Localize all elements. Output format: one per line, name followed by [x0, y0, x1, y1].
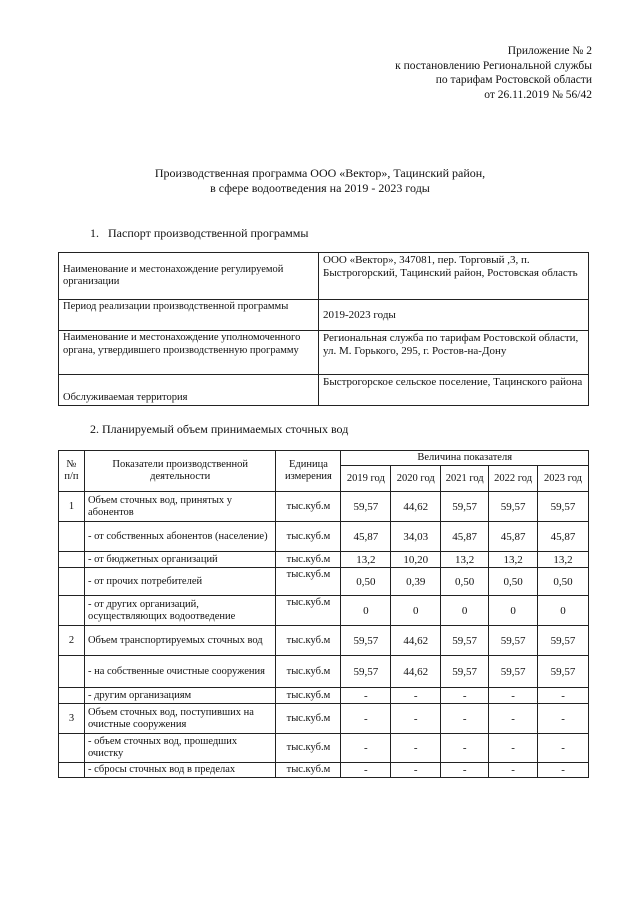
row-unit: тыс.куб.м [276, 568, 341, 596]
row-value: 45,87 [489, 522, 538, 552]
row-value: 44,62 [391, 626, 441, 656]
table-row [59, 704, 589, 734]
row-unit: тыс.куб.м [276, 522, 341, 552]
row-unit: тыс.куб.м [276, 734, 341, 763]
row-value: 0,50 [538, 568, 589, 596]
row-value: 0,50 [489, 568, 538, 596]
row-value: - [391, 704, 441, 734]
row-indicator: - объем сточных вод, прошедших очистку [84, 734, 276, 763]
row-value: 0 [441, 596, 489, 626]
row-value: - [538, 734, 589, 763]
row-unit: тыс.куб.м [276, 552, 341, 568]
row-value: - [441, 704, 489, 734]
table-row [59, 300, 589, 331]
row-value: 59,57 [341, 492, 391, 522]
table-row [59, 656, 589, 688]
row-indicator: - от других организаций, осуществляющих водоотведение [84, 596, 276, 626]
table-row [59, 688, 589, 704]
table-row [59, 596, 589, 626]
row-value: 44,62 [391, 656, 441, 688]
passport-label: Наименование и местонахождение регулируемой организации [59, 253, 319, 300]
row-unit: тыс.куб.м [276, 656, 341, 688]
row-value: 45,87 [441, 522, 489, 552]
row-value: - [341, 734, 391, 763]
row-value: 0 [341, 596, 391, 626]
row-num [59, 688, 85, 704]
table-header-row [59, 451, 589, 466]
passport-label: Наименование и местонахождение уполномоченного органа, утвердившего производственную программу [59, 331, 319, 375]
header-indicator: Показатели производственной деятельности [84, 451, 276, 492]
section-number: 1. [90, 226, 99, 240]
table-row [59, 734, 589, 763]
row-indicator: - от бюджетных организаций [84, 552, 276, 568]
row-num [59, 568, 85, 596]
header-year: 2020 год [391, 466, 441, 492]
passport-value: Быстрогорское сельское поселение, Тацинского района [319, 375, 589, 406]
row-indicator: - от собственных абонентов (население) [84, 522, 276, 552]
row-value: 34,03 [391, 522, 441, 552]
row-unit: тыс.куб.м [276, 704, 341, 734]
row-num: 1 [59, 492, 85, 522]
table-row [59, 375, 589, 406]
row-num: 3 [59, 704, 85, 734]
row-unit: тыс.куб.м [276, 626, 341, 656]
row-value: - [538, 688, 589, 704]
row-unit: тыс.куб.м [276, 492, 341, 522]
row-num [59, 734, 85, 763]
row-value: - [538, 704, 589, 734]
passport-value: Региональная служба по тарифам Ростовской области, ул. М. Горького, 295, г. Ростов-на-Дону [319, 331, 589, 375]
volume-table [58, 450, 589, 778]
row-value: - [341, 688, 391, 704]
row-num: 2 [59, 626, 85, 656]
row-value: 59,57 [441, 656, 489, 688]
passport-table [58, 252, 589, 406]
title-line: в сфере водоотведения на 2019 - 2023 годы [210, 181, 430, 195]
section-1-heading [90, 226, 308, 241]
passport-value: 2019-2023 годы [319, 300, 589, 331]
row-value: - [391, 688, 441, 704]
appendix-line: к постановлению Региональной службы [395, 59, 592, 72]
row-value: - [391, 763, 441, 778]
row-num [59, 552, 85, 568]
row-value: 59,57 [538, 492, 589, 522]
table-row [59, 331, 589, 375]
row-value: 59,57 [538, 626, 589, 656]
row-value: 44,62 [391, 492, 441, 522]
header-year: 2019 год [341, 466, 391, 492]
passport-label: Обслуживаемая территория [59, 375, 319, 406]
table-row [59, 552, 589, 568]
row-value: - [538, 763, 589, 778]
row-value: 59,57 [538, 656, 589, 688]
row-value: 13,2 [341, 552, 391, 568]
row-value: 45,87 [341, 522, 391, 552]
row-num [59, 656, 85, 688]
row-value: - [441, 688, 489, 704]
row-indicator: Объем сточных вод, поступивших на очистные сооружения [84, 704, 276, 734]
row-num [59, 596, 85, 626]
document-title [0, 166, 640, 196]
appendix-line: от 26.11.2019 № 56/42 [484, 88, 592, 101]
row-value: 59,57 [489, 656, 538, 688]
row-value: 0,50 [341, 568, 391, 596]
row-value: - [489, 734, 538, 763]
row-value: 13,2 [489, 552, 538, 568]
row-value: - [489, 763, 538, 778]
appendix-line: Приложение № 2 [507, 45, 592, 57]
row-value: 59,57 [489, 626, 538, 656]
table-row [59, 253, 589, 300]
row-value: 0 [391, 596, 441, 626]
header-year: 2022 год [489, 466, 538, 492]
table-row [59, 568, 589, 596]
header-num: № п/п [59, 451, 85, 492]
row-value: - [441, 734, 489, 763]
table-row [59, 522, 589, 552]
row-value: - [341, 704, 391, 734]
row-value: 59,57 [489, 492, 538, 522]
row-indicator: Объем транспортируемых сточных вод [84, 626, 276, 656]
row-value: - [441, 763, 489, 778]
table-row [59, 492, 589, 522]
row-value: - [391, 734, 441, 763]
header-year: 2021 год [441, 466, 489, 492]
passport-value: ООО «Вектор», 347081, пер. Торговый ,3, п. Быстрогорский, Тацинский район, Ростовская область [319, 253, 589, 300]
appendix-header [395, 44, 592, 102]
row-unit: тыс.куб.м [276, 596, 341, 626]
table-row [59, 626, 589, 656]
row-value: 0 [489, 596, 538, 626]
row-value: 59,57 [441, 492, 489, 522]
row-value: - [489, 688, 538, 704]
title-line: Производственная программа ООО «Вектор», Тацинский район, [154, 166, 486, 180]
row-value: - [341, 763, 391, 778]
row-indicator: - на собственные очистные сооружения [84, 656, 276, 688]
row-unit: тыс.куб.м [276, 763, 341, 778]
row-value: 59,57 [341, 626, 391, 656]
row-value: 13,2 [441, 552, 489, 568]
table-row [59, 763, 589, 778]
row-indicator: - от прочих потребителей [84, 568, 276, 596]
row-value: - [489, 704, 538, 734]
header-value-group: Величина показателя [341, 451, 589, 466]
row-value: 0,50 [441, 568, 489, 596]
appendix-line: по тарифам Ростовской области [435, 74, 592, 86]
row-value: 45,87 [538, 522, 589, 552]
passport-label: Период реализации производственной программы [59, 300, 319, 331]
row-indicator: - другим организациям [84, 688, 276, 704]
header-unit: Единица измерения [276, 451, 341, 492]
row-value: 10,20 [391, 552, 441, 568]
row-num [59, 763, 85, 778]
row-value: 59,57 [341, 656, 391, 688]
section-title: Паспорт производственной программы [108, 226, 309, 240]
row-num [59, 522, 85, 552]
row-indicator: Объем сточных вод, принятых у абонентов [84, 492, 276, 522]
row-value: 0,39 [391, 568, 441, 596]
row-unit: тыс.куб.м [276, 688, 341, 704]
row-value: 0 [538, 596, 589, 626]
row-value: 13,2 [538, 552, 589, 568]
row-value: 59,57 [441, 626, 489, 656]
section-2-heading: 2. Планируемый объем принимаемых сточных вод [90, 422, 349, 436]
row-indicator: - сбросы сточных вод в пределах [84, 763, 276, 778]
header-year: 2023 год [538, 466, 589, 492]
